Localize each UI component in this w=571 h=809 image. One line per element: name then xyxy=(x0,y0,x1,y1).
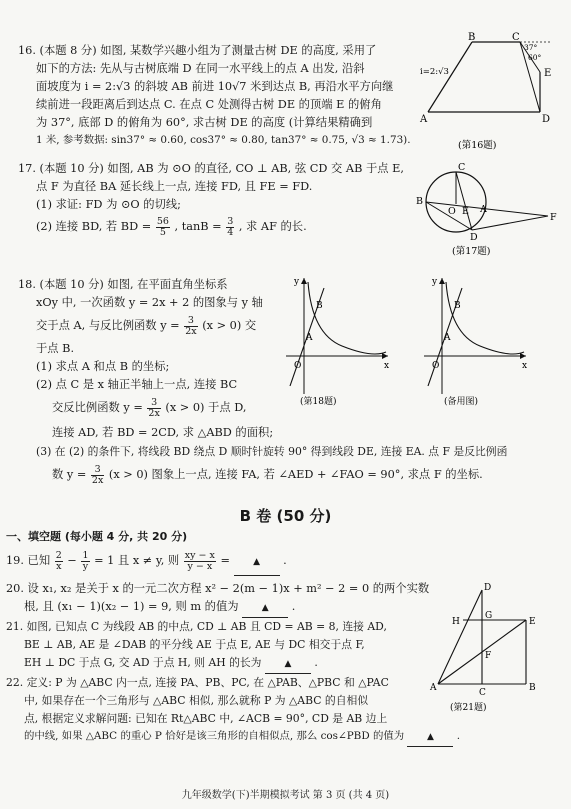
q21-label-A: A xyxy=(430,683,437,693)
q19-answer-mark: ▲ xyxy=(253,557,260,567)
q21-figure xyxy=(428,580,564,736)
q22-line-1: 22. 定义: P 为 △ABC 内一点, 连接 PA、PB、PC, 在 △PAB、△PBC 和 △PAC xyxy=(6,676,389,689)
q21-text-a: EH ⊥ DC 于点 G, 交 AD 于点 H, 则 AH 的长为 xyxy=(24,656,262,669)
q17-line-2: 点 F 为直径 BA 延长线上一点, 连接 FD, 且 FE = FD. xyxy=(36,180,313,193)
q18-line-7 xyxy=(52,396,246,420)
q19-frac2-num: 1 xyxy=(82,549,89,561)
q21-text-b: . xyxy=(314,656,318,669)
q22-line-4 xyxy=(24,728,460,747)
q21-label-G: G xyxy=(485,611,493,621)
q17-label-B: B xyxy=(416,196,423,207)
q20-text-b: . xyxy=(291,600,296,613)
q17-caption: (第17题) xyxy=(452,246,491,257)
q22-text-a: 的中线, 如果 △ABC 的重心 P 恰好是该三角形的自相似点, 那么 cos∠PBD 的值为 xyxy=(24,730,405,742)
q19-frac1-den: x xyxy=(56,560,62,572)
q18-spare-axis-x: x xyxy=(522,361,528,371)
q18-line-10 xyxy=(52,463,483,487)
q18-line-4: 于点 B. xyxy=(36,342,75,355)
q21-answer-blank[interactable] xyxy=(265,654,311,674)
q16-angle-37: 37° xyxy=(524,43,538,52)
q17-frac1-den: 5 xyxy=(159,226,166,238)
q17-label-C: C xyxy=(458,162,466,173)
q16-line-2: 如下的方法: 先从与古树底端 D 在同一水平线上的点 A 出发, 沿斜 xyxy=(36,62,365,75)
q20-answer-mark: ▲ xyxy=(261,603,269,613)
q18-axis-x: x xyxy=(384,361,390,371)
q18-frac2-den: 2x xyxy=(148,407,160,419)
q18-line-9: (3) 在 (2) 的条件下, 将线段 BD 绕点 D 顺时针旋转 90° 得到线段 DE, 连接 EA. 点 F 是反比例函 xyxy=(36,445,508,458)
q19-frac1-num: 2 xyxy=(55,549,62,561)
q18-text-10b: (x > 0) 图象上一点, 连接 FA, 若 ∠AED + ∠FAO = 90°, 求点 F 的坐标. xyxy=(108,468,483,481)
q16-label-D: D xyxy=(542,114,551,125)
q19-frac3-den: y − x xyxy=(187,560,213,572)
question-19 xyxy=(6,548,287,576)
q18-text-10a: 数 y = xyxy=(52,468,87,481)
page-footer: 九年级数学(下)半期模拟考试 第 3 页 (共 4 页) xyxy=(181,790,390,801)
q18-frac3-den: 2x xyxy=(91,474,104,486)
q16-label-A: A xyxy=(420,114,428,125)
q17-label-O: O xyxy=(448,206,456,217)
q17-fraction-bd xyxy=(156,217,170,238)
q21-caption: (第21题) xyxy=(450,703,487,713)
q17-text-b: , tanB = xyxy=(174,220,222,233)
q21-line-1: 21. 如图, 已知点 C 为线段 AB 的中点, CD ⊥ AB 且 CD = AB = 8, 连接 AD, xyxy=(6,620,387,633)
q16-line-3: 面坡度为 i = 2:√3 的斜坡 AB 前进 10√7 米到达点 B, 再沿水平方向继 xyxy=(36,80,394,93)
q19-text-b: = 1 且 x ≠ y, 则 xyxy=(94,554,180,567)
q17-line-1: 17. (本题 10 分) 如图, AB 为 ⊙O 的直径, CO ⊥ AB, 弦 CD 交 AB 于点 E, xyxy=(18,162,405,175)
q17-fraction-tan xyxy=(226,217,234,238)
q18-text-3b: (x > 0) 交 xyxy=(202,319,257,332)
q18-axis-y: y xyxy=(294,277,300,287)
q18-caption-1: (第18题) xyxy=(300,397,337,407)
q19-minus: − xyxy=(67,554,77,567)
q22-line-3: 点, 根据定义求解问题: 已知在 Rt△ABC 中, ∠ACB = 90°, CD 是 AB 边上 xyxy=(24,712,388,725)
q18-text-3a: 交于点 A, 与反比例函数 y = xyxy=(36,319,180,332)
q21-answer-mark: ▲ xyxy=(284,659,292,669)
q17-text-c: , 求 AF 的长. xyxy=(238,220,307,233)
q16-label-E: E xyxy=(544,68,552,79)
q17-label-D: D xyxy=(470,232,478,243)
q18-caption-2: (备用图) xyxy=(444,397,479,407)
section-part-heading: 一、填空题 (每小题 4 分, 共 20 分) xyxy=(6,530,188,543)
q20-answer-blank[interactable] xyxy=(242,598,288,618)
q18-spare-origin: O xyxy=(432,361,440,371)
q18-spare-axis-y: y xyxy=(432,277,438,287)
q19-frac2-den: y xyxy=(82,560,89,572)
q18-line-6: (2) 点 C 是 x 轴正半轴上一点, 连接 BC xyxy=(36,378,238,391)
q18-line-2: xOy 中, 一次函数 y = 2x + 2 的图象与 y 轴 xyxy=(36,296,263,309)
q17-frac1-num: 56 xyxy=(156,215,169,227)
q21-line-3 xyxy=(24,654,318,674)
q17-label-F: F xyxy=(550,212,557,223)
q20-line-1: 20. 设 x₁, x₂ 是关于 x 的一元二次方程 x² − 2(m − 1)x + m² − 2 = 0 的两个实数 xyxy=(6,582,430,595)
q18-frac1-den: 2x xyxy=(185,325,197,337)
q17-text-a: (2) 连接 BD, 若 BD = xyxy=(36,220,152,233)
q21-label-H: H xyxy=(452,617,460,627)
q18-text-7b: (x > 0) 于点 D, xyxy=(165,401,247,414)
q18-label-B: B xyxy=(316,301,323,311)
q18-line-8: 连接 AD, 若 BD = 2CD, 求 △ABD 的面积; xyxy=(52,426,274,439)
q18-spare-label-B: B xyxy=(454,301,461,311)
q20-line-2 xyxy=(24,598,295,618)
q19-text-c: = xyxy=(220,554,230,567)
q18-frac2-num: 3 xyxy=(147,398,160,409)
q19-text-a: 19. 已知 xyxy=(6,554,51,567)
q18-line-5: (1) 求点 A 和点 B 的坐标; xyxy=(36,360,170,373)
q17-frac2-den: 4 xyxy=(227,226,234,238)
q16-angle-60: 60° xyxy=(528,53,542,62)
q16-label-B: B xyxy=(468,32,476,43)
section-title: B 卷 (50 分) xyxy=(239,507,332,525)
q17-line-3: (1) 求证: FD 为 ⊙O 的切线; xyxy=(36,198,181,211)
q19-answer-blank[interactable] xyxy=(234,548,280,576)
q16-figure xyxy=(412,32,562,156)
q18-line-1: 18. (本题 10 分) 如图, 在平面直角坐标系 xyxy=(18,278,228,291)
q18-fraction-3 xyxy=(91,465,104,486)
q17-figure xyxy=(414,160,564,260)
q16-line-6: 1 米, 参考数据: sin37° ≈ 0.60, cos37° ≈ 0.80, tan37° ≈ 0.75, √3 ≈ 1.73). xyxy=(36,134,411,146)
q18-graph-spare xyxy=(420,274,532,410)
q18-frac3-num: 3 xyxy=(91,465,104,476)
q19-frac-2 xyxy=(81,551,89,572)
q17-label-E: E xyxy=(462,206,469,217)
q19-frac-3 xyxy=(184,551,216,572)
q18-fraction-2 xyxy=(147,398,160,419)
q21-label-E: E xyxy=(529,617,536,627)
q21-label-C: C xyxy=(479,688,486,698)
q21-label-F: F xyxy=(485,651,492,661)
q22-answer-blank[interactable] xyxy=(407,728,453,747)
q16-label-C: C xyxy=(512,32,520,43)
q18-fraction-1 xyxy=(184,316,197,337)
q21-line-2: BE ⊥ AB, AE 是 ∠DAB 的平分线 AE 于点 E, AE 与 DC 相交于点 F, xyxy=(24,638,365,651)
q21-label-D: D xyxy=(484,583,492,593)
q19-text-d: . xyxy=(283,554,287,567)
q16-caption: (第16题) xyxy=(458,140,497,151)
q18-label-A: A xyxy=(306,333,313,343)
q22-text-b: . xyxy=(456,730,461,742)
q18-frac1-num: 3 xyxy=(184,316,197,327)
q18-line-3 xyxy=(36,314,256,338)
q17-line-4 xyxy=(36,215,307,239)
q20-text-a: 根, 且 (x₁ − 1)(x₂ − 1) = 9, 则 m 的值为 xyxy=(24,600,239,613)
q19-frac3-num: xy − x xyxy=(184,549,215,561)
q18-spare-label-A: A xyxy=(444,333,451,343)
q21-label-B: B xyxy=(529,683,536,693)
q16-line-5: 为 37°, 底部 D 的俯角为 60°, 求古树 DE 的高度 (计算结果精确到 xyxy=(36,116,373,129)
q18-origin: O xyxy=(294,361,302,371)
q16-slope-label: i=2:√3 xyxy=(420,67,449,77)
q22-answer-mark: ▲ xyxy=(426,732,434,742)
q16-line-1: 16. (本题 8 分) 如图, 某数学兴趣小组为了测量古树 DE 的高度, 采用了 xyxy=(18,44,377,57)
q18-text-7a: 交反比例函数 y = xyxy=(52,401,143,414)
q18-graph-main xyxy=(282,274,394,410)
q17-frac2-num: 3 xyxy=(227,215,234,227)
q22-line-2: 中, 如果存在一个三角形与 △ABC 相似, 那么就称 P 为 △ABC 的自相似 xyxy=(24,694,369,707)
q16-line-4: 续前进一段距离后到达点 C. 在点 C 处测得古树 DE 的顶端 E 的俯角 xyxy=(36,98,382,111)
q19-frac-1 xyxy=(55,551,63,572)
q17-label-A: A xyxy=(480,204,487,215)
